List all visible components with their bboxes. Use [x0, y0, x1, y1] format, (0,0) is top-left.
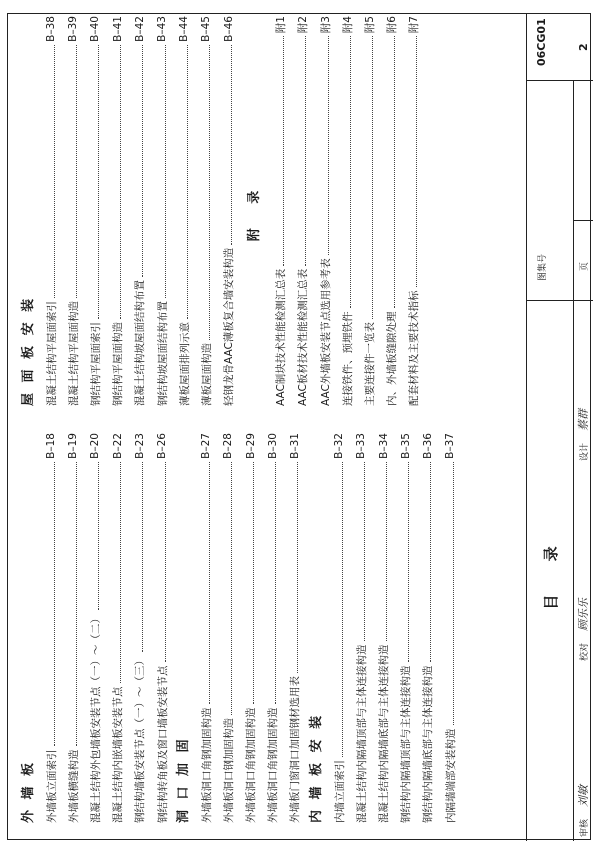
section-title: 屋 面 板 安 装: [21, 295, 36, 406]
divider: [573, 300, 593, 301]
sheet-title: 目 录: [541, 532, 560, 610]
toc-entry[interactable]: 钢结构转角板及窗口墙板安装节点 B–26: [156, 433, 169, 823]
dot-leader: [76, 45, 77, 298]
dot-leader: [253, 462, 254, 705]
dot-leader: [187, 45, 188, 319]
toc-entry[interactable]: 混凝土结构内隔墙顶部与主体连接构造 B–33: [355, 433, 368, 823]
toc-entry[interactable]: 混凝土结构内嵌墙板安装节点 B–22: [111, 433, 125, 823]
toc-entry[interactable]: 混凝土结构外包墙板安装节点（一）～（二） B–20: [89, 433, 102, 823]
toc-column-right: [8, 16, 425, 406]
dot-leader: [453, 462, 454, 726]
dot-leader: [120, 45, 121, 319]
toc-entry[interactable]: 配套材料及主要技术指标 附7: [408, 16, 421, 406]
toc-entry[interactable]: AAC外墙板安装节点选用参考表 附3: [319, 16, 332, 406]
role-label: 校对: [580, 642, 590, 661]
dot-leader: [297, 462, 298, 673]
toc-entry[interactable]: 钢结构墙板安装节点（一）～（三） B–23: [133, 433, 147, 823]
role-label: 设计: [580, 442, 590, 461]
toc-entry[interactable]: 外墙板洞口角钢加固构造 B–30: [266, 433, 280, 823]
toc-entry[interactable]: 外墙板立面索引 B–18: [45, 433, 58, 823]
dot-leader: [54, 45, 55, 298]
toc-entry[interactable]: 内墙立面索引 B–32: [333, 433, 346, 823]
toc-entry[interactable]: 钢结构内隔墙底部与主体连接构造 B–36: [421, 433, 435, 823]
dot-leader: [394, 36, 395, 308]
toc-entry[interactable]: 混凝土结构平屋面构造 B–39: [67, 16, 80, 406]
toc-entry[interactable]: 外墙板门窗洞口加固钢材选用表 B–31: [288, 433, 302, 823]
toc-entry[interactable]: 钢结构平屋面索引 B–40: [89, 16, 102, 406]
toc-entry[interactable]: 外墙板洞口角钢加固构造 B–27: [200, 433, 213, 823]
title-block: [526, 14, 592, 841]
dot-leader: [120, 462, 121, 684]
dot-leader: [98, 462, 99, 610]
toc-entry[interactable]: 钢结构内隔墙顶部与主体连接构造 B–35: [399, 433, 413, 823]
dot-leader: [165, 45, 166, 298]
section-title: 附 录: [246, 180, 262, 242]
dot-leader: [430, 462, 431, 663]
dot-leader: [231, 462, 232, 715]
toc-entry[interactable]: 主要连接件一览表 附5: [364, 16, 377, 406]
toc-entry[interactable]: 混凝土结构内隔墙底部与主体连接构造 B–34: [377, 433, 391, 823]
dot-leader: [305, 36, 306, 266]
dot-leader: [76, 462, 77, 747]
dot-leader: [209, 45, 210, 340]
role-label: 审核: [580, 818, 590, 837]
sheet-frame: [7, 13, 591, 840]
dot-leader: [372, 36, 373, 319]
divider: [527, 80, 593, 81]
toc-entry[interactable]: AAC制块技术性能检测汇总表 附1: [275, 16, 288, 406]
divider: [527, 300, 573, 301]
toc-entry[interactable]: 内隔墙端部安装构造 B–37: [444, 433, 457, 823]
atlas-label: 图集号: [538, 253, 548, 281]
toc-entry[interactable]: 混凝土结构平屋面索引 B–38: [45, 16, 58, 406]
dot-leader: [342, 462, 343, 757]
toc-entry[interactable]: 钢结构坡屋面结构布置 B–43: [156, 16, 169, 406]
section-title: 内 墙 板 安 装: [309, 712, 325, 823]
toc-entry[interactable]: AAC板材技术性能检测汇总表 附2: [297, 16, 310, 406]
toc-entry[interactable]: 连接铁件、预埋铁件 附4: [341, 16, 354, 406]
role-name: 顾乐乐: [577, 598, 590, 631]
dot-leader: [98, 45, 99, 319]
toc-entry[interactable]: 轻钢龙骨AAC薄板复合墙安装构造 B–46: [222, 16, 236, 406]
toc-entry[interactable]: 薄板屋面构造 B–45: [200, 16, 213, 406]
toc-entry[interactable]: 薄板屋面排列示意 B–44: [178, 16, 191, 406]
section-title: 外 墙 板: [21, 759, 36, 823]
toc-column-left: [8, 433, 461, 823]
toc-entry[interactable]: 钢结构平屋面构造 B–41: [111, 16, 125, 406]
toc-entry[interactable]: 外墙板洞口角钢加固构造 B–29: [244, 433, 258, 823]
dot-leader: [364, 462, 365, 642]
section-title: 洞 口 加 固: [176, 736, 192, 823]
dot-leader: [54, 462, 55, 747]
dot-leader: [165, 462, 166, 663]
page-label: 页: [580, 261, 590, 271]
divider: [573, 81, 574, 841]
atlas-number: 06CG01: [535, 18, 548, 66]
dot-leader: [142, 462, 143, 652]
page-number: 2: [577, 43, 590, 51]
role-name: 蔡群: [577, 409, 590, 431]
toc-entry[interactable]: 混凝土结构坡屋面结构布置 B–42: [133, 16, 147, 406]
dot-leader: [328, 36, 329, 255]
dot-leader: [209, 462, 210, 705]
dot-leader: [386, 462, 387, 642]
dot-leader: [231, 45, 232, 245]
dot-leader: [283, 36, 284, 266]
dot-leader: [350, 36, 351, 308]
role-name: 刘敏: [577, 785, 590, 807]
toc-entry[interactable]: 内、外墙板缝隙处理 附6: [386, 16, 399, 406]
toc-entry[interactable]: 外墙板洞口钢加固构造 B–28: [222, 433, 235, 823]
dot-leader: [275, 462, 276, 705]
dot-leader: [408, 462, 409, 663]
divider: [573, 220, 593, 221]
rotated-content: [8, 14, 592, 841]
dot-leader: [416, 36, 417, 287]
toc-entry[interactable]: 外墙板横缝构造 B–19: [67, 433, 80, 823]
dot-leader: [142, 45, 143, 277]
